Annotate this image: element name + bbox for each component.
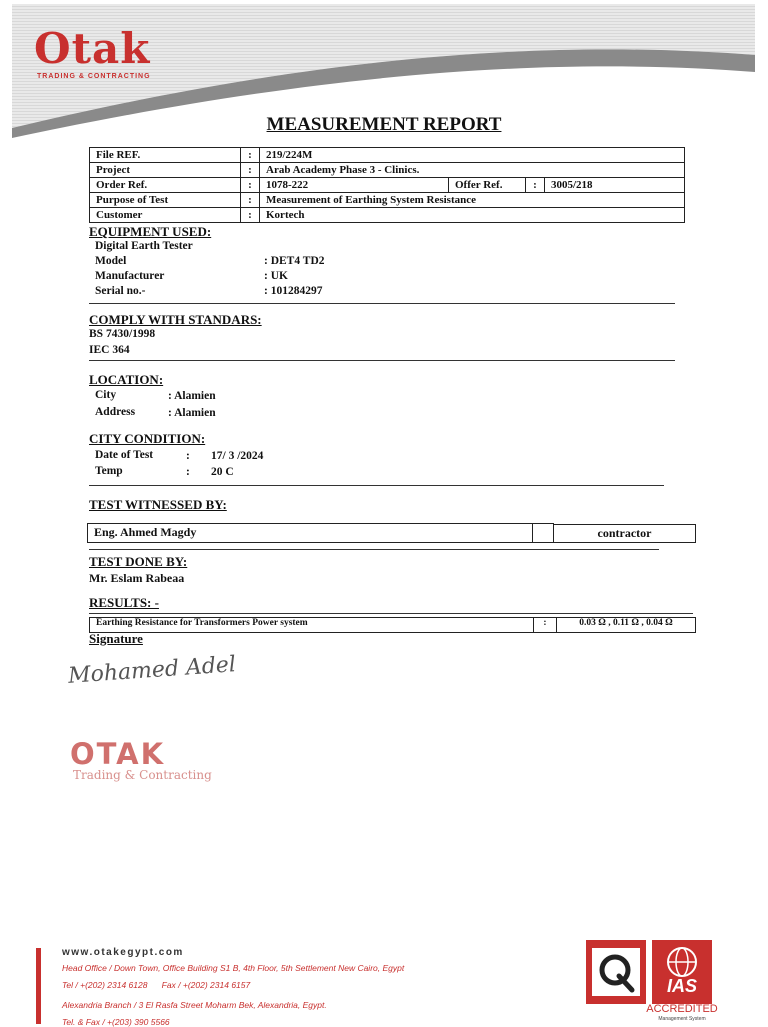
- serial-label: Serial no.-: [95, 285, 146, 297]
- equipment-name: Digital Earth Tester: [95, 240, 193, 252]
- offer-ref-value: 3005/218: [545, 178, 685, 193]
- stamp-tagline: Trading & Contracting: [73, 768, 212, 782]
- date-label: Date of Test: [95, 449, 154, 461]
- alexandria-phone: Tel. & Fax / +(203) 390 5566: [62, 1017, 170, 1027]
- page-title: MEASUREMENT REPORT: [266, 114, 502, 135]
- footer-accent-bar: [36, 948, 41, 1024]
- order-ref-label: Order Ref.: [90, 178, 241, 193]
- standards-heading: COMPLY WITH STANDARS:: [89, 312, 262, 327]
- serial-value: : 101284297: [264, 285, 323, 297]
- divider: [89, 360, 675, 361]
- table-row: [90, 193, 685, 208]
- equipment-heading: EQUIPMENT USED:: [89, 224, 212, 239]
- temp-value: 20 C: [211, 466, 234, 478]
- company-logo: Otak: [34, 24, 151, 73]
- colon: :: [241, 178, 260, 193]
- city-value: : Alamien: [168, 390, 216, 402]
- witness-role-box: [553, 524, 696, 543]
- customer-label: Customer: [90, 208, 241, 223]
- divider: [89, 613, 693, 614]
- colon: :: [526, 178, 545, 193]
- order-ref-value: 1078-222: [260, 178, 449, 193]
- company-tagline: TRADING & CONTRACTING: [37, 73, 151, 80]
- file-ref-value: 219/224M: [260, 148, 685, 163]
- divider: [89, 549, 659, 550]
- done-by-name: Mr. Eslam Rabeaa: [89, 571, 185, 585]
- witness-spacer-box: [532, 523, 554, 543]
- file-ref-label: File REF.: [90, 148, 241, 163]
- temp-label: Temp: [95, 465, 123, 477]
- colon: :: [241, 208, 260, 223]
- manufacturer-label: Manufacturer: [95, 270, 165, 282]
- results-heading: RESULTS: -: [89, 595, 159, 610]
- signature-heading: Signature: [89, 631, 143, 646]
- standard-item: BS 7430/1998: [89, 328, 156, 340]
- witness-role: contractor: [597, 526, 652, 540]
- project-value: Arab Academy Phase 3 - Clinics.: [260, 163, 685, 178]
- witnessed-heading: TEST WITNESSED BY:: [89, 497, 227, 512]
- divider: [89, 485, 664, 486]
- project-label: Project: [90, 163, 241, 178]
- offer-ref-label: Offer Ref.: [449, 178, 526, 193]
- table-row: [90, 178, 685, 193]
- purpose-label: Purpose of Test: [90, 193, 241, 208]
- result-value-box: [556, 617, 696, 633]
- head-office-phone: Tel / +(202) 2314 6128 Fax / +(202) 2314 6157: [62, 980, 251, 990]
- handwritten-signature: Mohamed Adel: [67, 652, 237, 689]
- city-label: City: [95, 389, 117, 401]
- website-link[interactable]: www.otakegypt.com: [62, 947, 184, 958]
- witness-name-box: [87, 523, 533, 543]
- result-label-box: [89, 617, 534, 633]
- report-info-table: [89, 147, 685, 223]
- ias-label: IAS: [666, 976, 697, 996]
- purpose-value: Measurement of Earthing System Resistance: [260, 193, 685, 208]
- result-colon-box: [533, 617, 557, 633]
- location-heading: LOCATION:: [89, 372, 164, 387]
- result-colon: :: [543, 618, 547, 628]
- head-office-address: Head Office / Down Town, Office Building S1 B, 4th Floor, 5th Settlement New Cairo, Egypt: [62, 963, 405, 973]
- accredited-caption: ACCREDITED: [646, 1003, 718, 1015]
- stamp-logo: OTAK: [70, 737, 166, 771]
- model-label: Model: [95, 255, 127, 267]
- address-label: Address: [95, 406, 136, 418]
- city-condition-heading: CITY CONDITION:: [89, 431, 206, 446]
- model-value: : DET4 TD2: [264, 255, 325, 267]
- quality-q-icon: [586, 940, 646, 1004]
- date-colon: :: [186, 450, 190, 462]
- temp-colon: :: [186, 466, 190, 478]
- result-value: 0.03 Ω , 0.11 Ω , 0.04 Ω: [579, 618, 673, 628]
- divider: [89, 303, 675, 304]
- accredited-subcaption: Management System: [658, 1016, 706, 1022]
- alexandria-address: Alexandria Branch / 3 El Rasfa Street Moharm Bek, Alexandria, Egypt.: [62, 1000, 327, 1010]
- manufacturer-value: : UK: [264, 270, 288, 282]
- result-label: Earthing Resistance for Transformers Power system: [96, 618, 308, 628]
- colon: :: [241, 148, 260, 163]
- done-by-heading: TEST DONE BY:: [89, 554, 188, 569]
- customer-value: Kortech: [260, 208, 685, 223]
- date-value: 17/ 3 /2024: [211, 450, 264, 462]
- colon: :: [241, 163, 260, 178]
- table-row: [90, 208, 685, 223]
- witness-name: Eng. Ahmed Magdy: [94, 525, 197, 539]
- ias-badge: [652, 940, 712, 1004]
- quality-badge: [586, 940, 646, 1004]
- table-row: [90, 148, 685, 163]
- table-row: [90, 163, 685, 178]
- colon: :: [241, 193, 260, 208]
- standard-item: IEC 364: [89, 344, 130, 356]
- address-value: : Alamien: [168, 407, 216, 419]
